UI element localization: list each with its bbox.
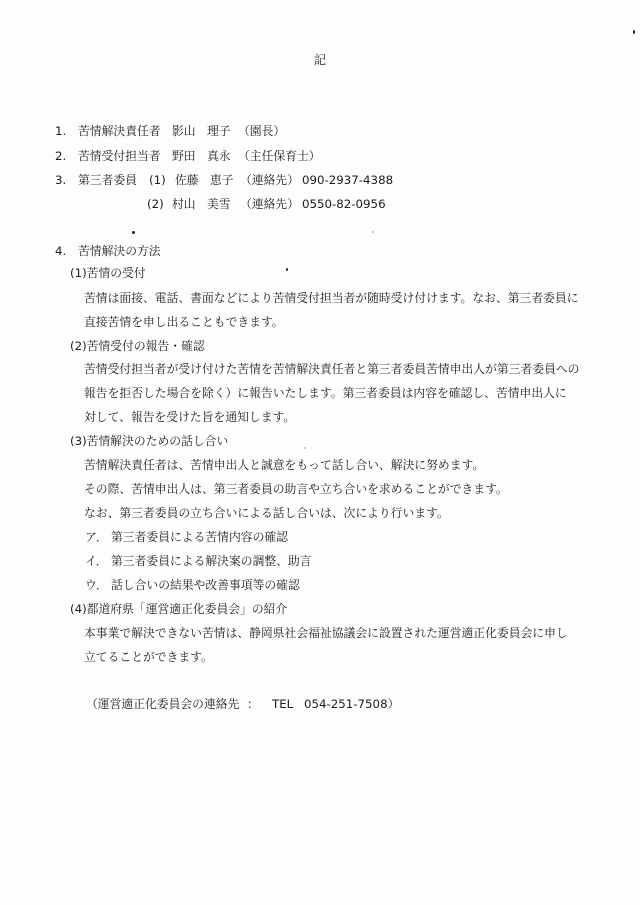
- contact-label: （連絡先）: [240, 197, 299, 211]
- list-item-label: イ．: [85, 554, 108, 568]
- separator: ：: [247, 697, 259, 711]
- paragraph-line: 立てることができます。: [84, 650, 213, 664]
- phone-number: 090-2937-4388: [302, 173, 394, 187]
- list-item: [0, 577, 640, 593]
- scan-speck: [286, 268, 288, 271]
- third-party-row: [0, 196, 640, 212]
- role-label: 第三者委員: [78, 173, 137, 187]
- person-surname: 佐藤: [175, 173, 199, 187]
- contact-row: [0, 123, 640, 139]
- subsection-heading: (1)苦情の受付: [70, 266, 146, 280]
- person-surname: 影山: [172, 124, 196, 138]
- paragraph-line: 本事業で解決できない苦情は、静岡県社会福祉協議会に設置された運営適正化委員会に申し: [84, 626, 568, 640]
- person-given-name: 恵子: [210, 173, 234, 187]
- item-number: 3.: [55, 173, 67, 187]
- paragraph-line: 直接苦情を申し出ることもできます。: [84, 315, 284, 329]
- paragraph-line: なお、第三者委員の立ち合いによる話し合いは、次により行います。: [84, 506, 449, 520]
- person-title: （園長）: [238, 124, 286, 138]
- tel-label: TEL: [272, 697, 294, 711]
- role-label: 苦情受付担当者: [78, 149, 161, 163]
- phone-number: 054-251-7508）: [304, 697, 400, 711]
- subsection-heading: (3)苦情解決のための話し合い: [70, 434, 229, 448]
- subsection-heading: (2)苦情受付の報告・確認: [70, 339, 205, 353]
- paragraph-line: 苦情受付担当者が受け付けた苦情を苦情解決責任者と第三者委員苦情申出人が第三者委員への: [84, 362, 580, 376]
- paragraph-line: 報告を拒否した場合を除く）に報告いたします。第三者委員は内容を確認し、苦情申出人に: [84, 386, 567, 400]
- role-label: 苦情解決責任者: [78, 124, 161, 138]
- list-item-text: 第三者委員による解決案の調整、助言: [111, 554, 312, 568]
- contact-label: （連絡先）: [240, 173, 299, 187]
- committee-contact-label: （運営適正化委員会の連絡先: [86, 697, 240, 711]
- item-number: 2.: [55, 149, 67, 163]
- scan-speck: [633, 30, 635, 34]
- paragraph-line: 苦情は面接、電話、書面などにより苦情受付担当者が随時受け付けます。なお、第三者委員に: [84, 291, 579, 305]
- document-title: 記: [313, 53, 326, 67]
- person-title: （主任保育士）: [238, 149, 321, 163]
- phone-number: 0550-82-0956: [302, 197, 386, 211]
- list-item: [0, 529, 640, 545]
- scan-speck: [372, 231, 374, 233]
- member-index: (2): [147, 197, 164, 211]
- scan-speck: [304, 447, 306, 449]
- person-surname: 野田: [172, 149, 196, 163]
- paragraph-line: 苦情解決責任者は、苦情申出人と誠意をもって話し合い、解決に努めます。: [84, 458, 485, 472]
- person-given-name: 真永: [207, 149, 231, 163]
- paragraph-line: 対して、報告を受けた旨を通知します。: [84, 410, 296, 424]
- list-item-label: ウ．: [85, 578, 108, 592]
- item-number: 1.: [55, 124, 67, 138]
- person-given-name: 美雪: [207, 197, 231, 211]
- list-item-text: 第三者委員による苦情内容の確認: [111, 530, 288, 544]
- member-index: (1): [149, 173, 166, 187]
- contact-row: [0, 148, 640, 164]
- person-given-name: 理子: [207, 124, 231, 138]
- subsection-heading: (4)都道府県「運営適正化委員会」の紹介: [70, 602, 288, 616]
- paragraph-line: その際、苦情申出人は、第三者委員の助言や立ち合いを求めることができます。: [84, 482, 508, 496]
- list-item: [0, 553, 640, 569]
- scan-speck: [132, 231, 135, 234]
- section-heading: 苦情解決の方法: [78, 244, 161, 258]
- item-number: 4.: [55, 244, 67, 258]
- list-item-label: ア．: [85, 530, 108, 544]
- list-item-text: 話し合いの結果や改善事項等の確認: [111, 578, 300, 592]
- method-heading-row: [0, 243, 640, 259]
- third-party-row: [0, 172, 640, 188]
- person-surname: 村山: [172, 197, 196, 211]
- committee-contact: [0, 696, 640, 712]
